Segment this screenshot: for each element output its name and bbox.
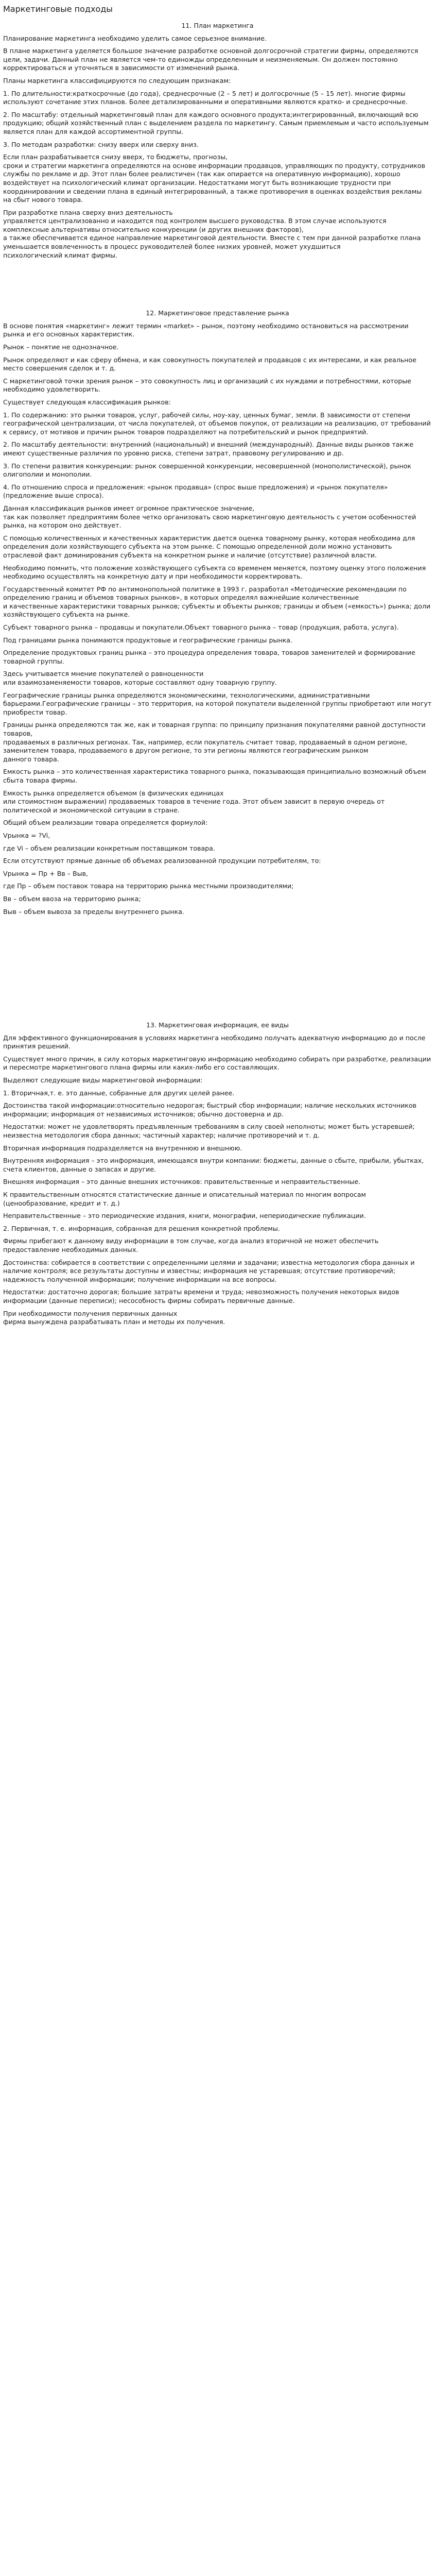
paragraph: Внешняя информация – это данные внешних источников: правительственные и неправительственные.	[3, 1178, 361, 1186]
paragraph: Географические границы рынка определяются экономическими, технологическими, административными барьерами.Географические границы – это территория, на которой покупатели выделенной группы приобретают или могут приобрести товар.	[3, 691, 432, 716]
paragraph: С маркетинговой точки зрения рынок – это совокупность лиц и организаций с их нуждами и потребностями, которые необходимо удовлетворить.	[3, 377, 411, 394]
paragraph: 1. По содержанию: это рынки товаров, услуг, рабочей силы, ноу-хау, ценных бумаг, земли. В зависимости от степени географической централизации, от числа покупателей, от объемов покупок, от реализации на реализацию, от требований к сервису, от мотивов и причин рынок товаров подразделяют на потребительский и рынок предприятий.	[3, 411, 431, 436]
section-2	[3, 309, 432, 916]
paragraph: Для эффективного функционирования в условиях маркетинга необходимо получать адекватную информацию до и после принятия решений.	[3, 1033, 426, 1050]
paragraph: Субъект товарного рынка – продавцы и покупатели.Объект товарного рынка – товар (продукция, работа, услуга).	[3, 623, 399, 632]
paragraph: Существует следующая классификация рынков:	[3, 398, 171, 406]
paragraph: В основе понятия «маркетинг» лежит термин «market» – рынок, поэтому необходимо остановиться на рассмотрении рынка и его основных характеристик.	[3, 321, 409, 338]
document-body	[3, 22, 432, 1327]
paragraph: Границы рынка определяются так же, как и товарная группа: по принципу признания покупателями равной доступности товаров, продаваемых в различных регионах. Так, например, если покупатель считает товар, продаваемый в одном регионе, заменителем товара, продаваемого в другом регионе, то эти регионы являются географическим рынком данного товара.	[3, 721, 426, 763]
paragraph: Недостатки: достаточно дорогая; большие затраты времени и труда; невозможность получения некоторых видов информации (данные переписи); несособность фирмы собирать первичные данные.	[3, 1288, 399, 1304]
section-title: 11. План маркетинга	[181, 22, 254, 29]
paragraph: Неправительственные – это периодические издания, книги, монографии, непериодические публикации.	[3, 1212, 366, 1220]
paragraph: Рынок определяют и как сферу обмена, и как совокупность покупателей и продавцов с их интересами, и как реальное место совершения сделок и т. д.	[3, 355, 416, 372]
paragraph: 4. По отношению спроса и предложения: «рынок продавца» (спрос выше предложения) и «рынок покупателя» (предложение выше спроса).	[3, 483, 388, 500]
paragraph: Вв – объем ввоза на территорию рынка;	[3, 894, 141, 903]
paragraph: Недостатки: может не удовлетворять предъявленным требованиям в силу своей неполноты; может быть устаревшей; неизвестна методология сбора данных; частичный характер; наличие противоречий и т. д.	[3, 1123, 415, 1140]
paragraph: 3. По методам разработки: снизу вверх или сверху вниз.	[3, 140, 199, 148]
paragraph: Vрынка = Пр + Вв – Выв,	[3, 869, 89, 877]
paragraph: К правительственным относятся статистические данные и описательный материал по многим вопросам (ценообразование, кредит и т. д.)	[3, 1191, 366, 1207]
paragraph: Внутренняя информация – это информация, имеющаяся внутри компании: бюджеты, данные о сбыте, прибыли, убытках, счета клиентов, данные о запасах и другие.	[3, 1157, 424, 1173]
section-title: 13. Маркетинговая информация, ее виды	[146, 1021, 289, 1029]
paragraph: При необходимости получения первичных данных фирма вынуждена разрабатывать план и методы их получения.	[3, 1309, 225, 1326]
paragraph: Vрынка = ?Vi,	[3, 831, 50, 839]
paragraph: Емкость рынка определяется объемом (в физических единицах или стоимостном выражении) продаваемых товаров в течение года. Этот объем зависит в первую очередь от политической и экономической ситуации в стране.	[3, 789, 385, 814]
paragraph: Выделяют следующие виды маркетинговой информации:	[3, 1076, 203, 1084]
paragraph: Планирование маркетинга необходимо уделить самое серьезное внимание.	[3, 34, 267, 42]
paragraph: Здесь учитывается мнение покупателей о равноценности или взаимозаменяемости товаров, которые составляют одну товарную группу.	[3, 670, 277, 687]
paragraph: 2. Первичная, т. е. информация, собранная для решения конкретной проблемы.	[3, 1224, 280, 1232]
paragraph: 2. По масштабу: отдельный маркетинговый план для каждого основного продукта;интегрированный, включающий всю продукцию; общий хозяйственный план с выделением раздела по маркетингу. Самым приемлемым и часто используемым является план для каждой ассортиментной группы.	[3, 110, 429, 135]
paragraph: Планы маркетинга классифицируются по следующим признакам:	[3, 76, 231, 84]
paragraph: Государственный комитет РФ по антимонопольной политике в 1993 г. разработал «Методические рекомендации по определению границ и объемов товарных рынков», в которых определял важнейшие количественные и качественные характеристики товарных рынков; субъекты и объекты рынков; границы и объем («емкость») рынка; доли хозяйствующего субъекта на рынке.	[3, 585, 431, 619]
paragraph: Рынок – понятие не однозначное.	[3, 343, 119, 351]
paragraph: где Пр – объем поставок товара на территорию рынка местными производителями;	[3, 882, 294, 890]
paragraph: Достоинства: собирается в соответствии с определенными целями и задачами; известна методология сбора данных и наличие контроля; все результаты доступны и известны; информация не устаревшая; отсутствие противоречий; надежность полученной информации; получение информации на все вопросы.	[3, 1258, 415, 1283]
paragraph: Данная классификация рынков имеет огромное практическое значение, так как позволяет предприятиям более четко организовать свою маркетинговую деятельность с учетом особенностей рынка, на котором оно действует.	[3, 504, 416, 530]
paragraph: Емкость рынка – это количественная характеристика товарного рынка, показывающая принципиально возможный объем сбыта товара фирмы.	[3, 768, 426, 784]
paragraph: Если отсутствуют прямые данные об объемах реализованной продукции потребителям, то:	[3, 857, 321, 865]
section-title: 12. Маркетинговое представление рынка	[146, 309, 289, 317]
paragraph: 1. Вторичная,т. е. это данные, собранные для других целей ранее.	[3, 1089, 235, 1097]
paragraph: Вторичная информация подразделяется на внутреннюю и внешнюю.	[3, 1144, 242, 1152]
paragraph: 1. По длительности:краткосрочные (до года), среднесрочные (2 – 5 лет) и долгосрочные (5 – 15 лет). многие фирмы используют сочетание этих планов. Более детализированными и оперативными являются кратко- и среднесрочные.	[3, 89, 408, 106]
paragraph: Под границами рынка понимаются продуктовые и географические границы рынка.	[3, 636, 292, 644]
paragraph: Необходимо помнить, что положение хозяйствующего субъекта со временем меняется, поэтому оценку этого положения необходимо осуществлять на конкретную дату и при необходимости корректировать.	[3, 564, 426, 581]
document-title: Маркетинговые подходы	[3, 4, 113, 14]
paragraph: Существует много причин, в силу которых маркетинговую информацию необходимо собирать при разработке, реализации и пересмотре маркетингового плана фирмы или каких-либо его составляющих.	[3, 1055, 431, 1072]
paragraph: Общий объем реализации товара определяется формулой:	[3, 819, 208, 827]
paragraph: Если план разрабатывается снизу вверх, то бюджеты, прогнозы, сроки и стратегии маркетинга определяются на основе информации продавцов, управляющих по продукту, сотрудников службы по рекламе и др. Этот план более реалистичен (так как опирается на оперативную информацию), хорошо воздействует на психологический климат организации. Недостатками могут быть возникающие трудности при координировании и сведении плана в единый интегрированный, а также противоречия в оценках воздействия рекламы на сбыт нового товара.	[3, 153, 426, 204]
paragraph: При разработке плана сверху вниз деятельность управляется централизованно и находится под контролем высшего руководства. В этом случае используются комплексные альтернативы относительно конкуренции (и других внешних факторов), а также обеспечивается единое направление маркетинговой деятельности. Вместе с тем при данной разработке плана уменьшается вовлеченность в процесс руководителей более низких уровней, может ухудшиться психологический климат фирмы.	[3, 208, 421, 259]
section-3	[3, 1021, 432, 1327]
paragraph: где Vi – объем реализации конкретным поставщиком товара.	[3, 844, 215, 852]
paragraph: В плане маркетинга уделяется большое значение разработке основной долгосрочной стратегии фирмы, определяются цели, задачи. Данный план не является чем-то единожды определенным и неизменяемым. Он должен постоянно корректироваться и уточняться в зависимости от изменений рынка.	[3, 47, 418, 72]
paragraph: Определение продуктовых границ рынка – это процедура определения товара, товаров заменителей и формирование товарной группы.	[3, 649, 415, 665]
paragraph: С помощью количественных и качественных характеристик дается оценка товарному рынку, которая необходима для определения доли хозяйствующего субъекта на этом рынке. С помощью определенной доли можно установить отраслевой факт доминирования субъекта на конкретном рынке и наличие (отсутствие) различной власти.	[3, 534, 415, 559]
paragraph: 3. По степени развития конкуренции: рынок совершенной конкуренции, несовершенной (монополистической), рынок олигополии и монополии.	[3, 462, 412, 479]
section-1	[3, 22, 432, 260]
paragraph: Достоинства такой информации:относительно недорогая; быстрый сбор информации; наличие нескольких источников информации; информация от независимых источников; обычно достоверна и др.	[3, 1101, 417, 1118]
paragraph: 2. По масштабу деятельности: внутренний (национальный) и внешний (международный). Данные виды рынков также имеют существенные различия по уровню риска, степени затрат, правовому регулированию и др.	[3, 440, 414, 457]
paragraph: Выв – объем вывоза за пределы внутреннего рынка.	[3, 907, 184, 916]
paragraph: Фирмы прибегают к данному виду информации в том случае, когда анализ вторичной не может обеспечить предоставление необходимых данных.	[3, 1237, 379, 1253]
